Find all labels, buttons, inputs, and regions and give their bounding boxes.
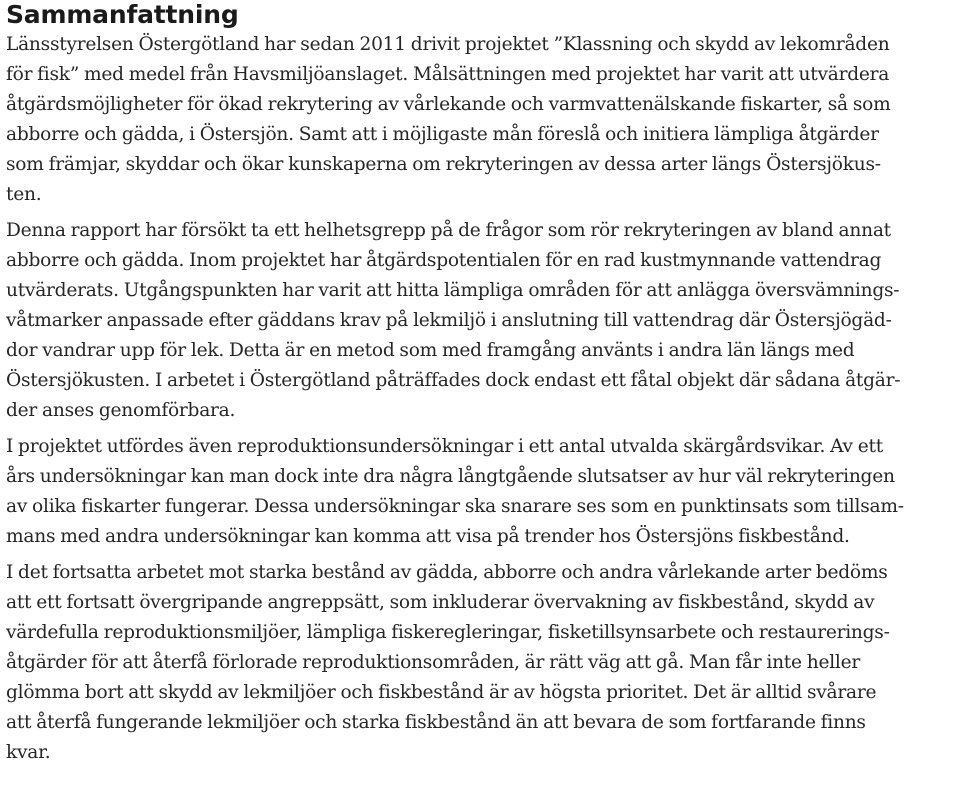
- text-line: Östersjökusten. I arbetet i Östergötland påträffades dock endast ett fåtal objekt där sådana åtgär-: [6, 370, 901, 391]
- text-line: Länsstyrelsen Östergötland har sedan 2011 drivit projektet ”Klassning och skydd av lekområden: [6, 34, 890, 55]
- text-line: dor vandrar upp för lek. Detta är en metod som med framgång använts i andra län längs med: [6, 340, 855, 361]
- text-line: Denna rapport har försökt ta ett helhetsgrepp på de frågor som rör rekryteringen av bland annat: [6, 220, 891, 241]
- text-line: der anses genomförbara.: [6, 400, 236, 421]
- text-line: av olika fiskarter fungerar. Dessa undersökningar ska snarare ses som en punktinsats som tillsam-: [6, 496, 904, 517]
- text-line: kvar.: [6, 742, 51, 763]
- section-heading: Sammanfattning: [6, 0, 239, 29]
- text-line: ten.: [6, 184, 42, 205]
- text-line: åtgärder för att återfå förlorade reproduktionsområden, är rätt väg att gå. Man får inte heller: [6, 652, 860, 673]
- text-line: åtgärdsmöjligheter för ökad rekrytering av vårlekande och varmvattenälskande fiskarter, så som: [6, 94, 891, 115]
- text-line: våtmarker anpassade efter gäddans krav på lekmiljö i anslutning till vattendrag där Östersjögäd-: [6, 310, 892, 331]
- text-line: för fisk” med medel från Havsmiljöanslaget. Målsättningen med projektet har varit att utvärdera: [6, 64, 890, 85]
- text-line: som främjar, skyddar och ökar kunskaperna om rekryteringen av dessa arter längs Östersjökus-: [6, 154, 881, 175]
- text-line: att ett fortsatt övergripande angreppsätt, som inkluderar övervakning av fiskbestånd, skydd av: [6, 592, 875, 613]
- text-line: abborre och gädda, i Östersjön. Samt att i möjligaste mån föreslå och initiera lämpliga åtgärder: [6, 124, 879, 145]
- text-line: I det fortsatta arbetet mot starka bestånd av gädda, abborre och andra vårlekande arter bedöms: [6, 562, 888, 583]
- text-line: års undersökningar kan man dock inte dra några långtgående slutsatser av hur väl rekryteringen: [6, 466, 895, 487]
- paragraph-1: [6, 30, 954, 210]
- paragraph-4: [6, 558, 954, 768]
- text-line: mans med andra undersökningar kan komma att visa på trender hos Östersjöns fiskbestånd.: [6, 526, 850, 547]
- paragraph-3: [6, 432, 954, 552]
- text-line: abborre och gädda. Inom projektet har åtgärdspotentialen för en rad kustmynnande vattendrag: [6, 250, 882, 271]
- paragraph-2: [6, 216, 954, 426]
- text-line: I projektet utfördes även reproduktionsundersökningar i ett antal utvalda skärgårdsvikar. Av ett: [6, 436, 883, 457]
- text-line: värdefulla reproduktionsmiljöer, lämpliga fiskeregleringar, fisketillsynsarbete och restaurerings-: [6, 622, 890, 643]
- text-line: glömma bort att skydd av lekmiljöer och fiskbestånd är av högsta prioritet. Det är alltid svårare: [6, 682, 877, 703]
- text-line: att återfå fungerande lekmiljöer och starka fiskbestånd än att bevara de som fortfarande finns: [6, 712, 866, 733]
- text-line: utvärderats. Utgångspunkten har varit att hitta lämpliga områden för att anlägga översvämnings-: [6, 280, 900, 301]
